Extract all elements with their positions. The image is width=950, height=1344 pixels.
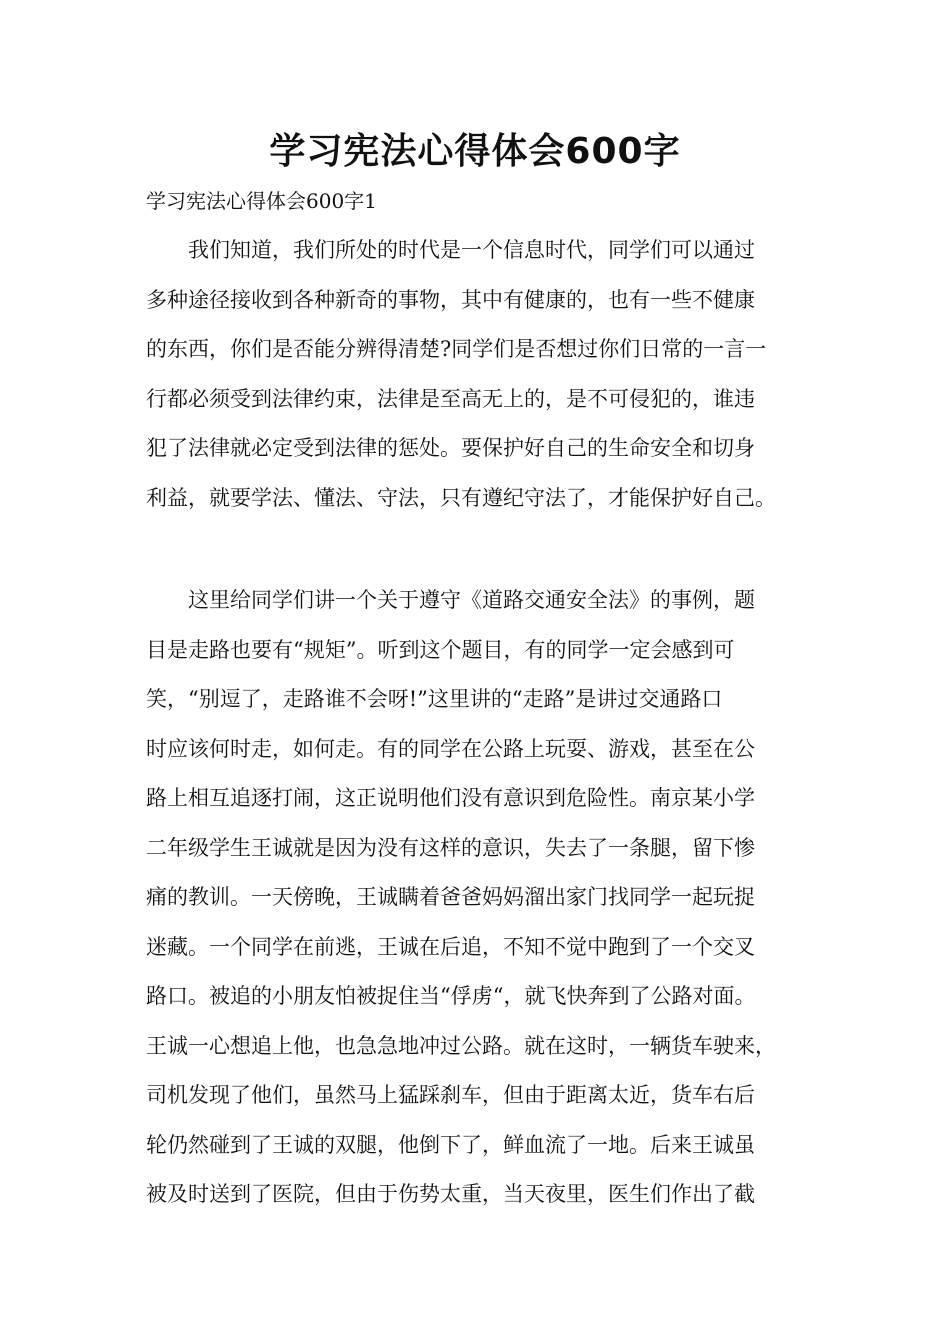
text-line: 多种途径接收到各种新奇的事物，其中有健康的，也有一些不健康 — [146, 287, 755, 312]
text-line: 路口。被追的小朋友怕被捉住当“俘虏“，就飞快奔到了公路对面。 — [146, 984, 756, 1008]
text-line: 这里给同学们讲一个关于遵守《道路交通安全法》的事例，题 — [146, 588, 755, 612]
text-line: 利益，就要学法、懂法、守法，只有遵纪守法了，才能保护好自己。 — [146, 485, 776, 510]
text-line: 目是走路也要有“规矩”。听到这个题目，有的同学一定会感到可 — [146, 637, 735, 662]
text-line: 笑，“别逗了，走路谁不会呀!”这里讲的“走路”是讲过交通路口 — [146, 687, 723, 711]
text-line: 路上相互追逐打闹，这正说明他们没有意识到危险性。南京某小学 — [146, 786, 755, 810]
document-subtitle: 学习宪法心得体会600字1 — [146, 189, 377, 213]
text-line: 司机发现了他们，虽然马上猛踩刹车，但由于距离太近，货车右后 — [146, 1083, 755, 1107]
text-line: 二年级学生王诚就是因为没有这样的意识，失去了一条腿，留下惨 — [146, 835, 755, 860]
paragraph-1 — [146, 226, 826, 523]
text-line: 犯了法律就必定受到法律的惩处。要保护好自己的生命安全和切身 — [146, 436, 755, 460]
paragraph-2 — [146, 576, 826, 1220]
document-title: 学习宪法心得体会600字 — [269, 131, 681, 172]
text-line: 行都必须受到法律约束，法律是至高无上的，是不可侵犯的，谁违 — [146, 386, 755, 411]
text-line: 时应该何时走，如何走。有的同学在公路上玩耍、游戏，甚至在公 — [146, 736, 755, 761]
text-line: 我们知道，我们所处的时代是一个信息时代，同学们可以通过 — [146, 238, 755, 262]
text-line: 的东西，你们是否能分辨得清楚?同学们是否想过你们日常的一言一 — [146, 337, 767, 361]
text-line: 王诚一心想追上他，也急急地冲过公路。就在这时，一辆货车驶来， — [146, 1033, 776, 1058]
text-line: 迷藏。一个同学在前逃，王诚在后追，不知不觉中跑到了一个交叉 — [146, 934, 755, 959]
text-line: 痛的教训。一天傍晚，王诚瞒着爸爸妈妈溜出家门找同学一起玩捉 — [146, 885, 755, 909]
text-line: 被及时送到了医院，但由于伤势太重，当天夜里，医生们作出了截 — [146, 1182, 755, 1206]
text-line: 轮仍然碰到了王诚的双腿，他倒下了，鲜血流了一地。后来王诚虽 — [146, 1132, 755, 1157]
